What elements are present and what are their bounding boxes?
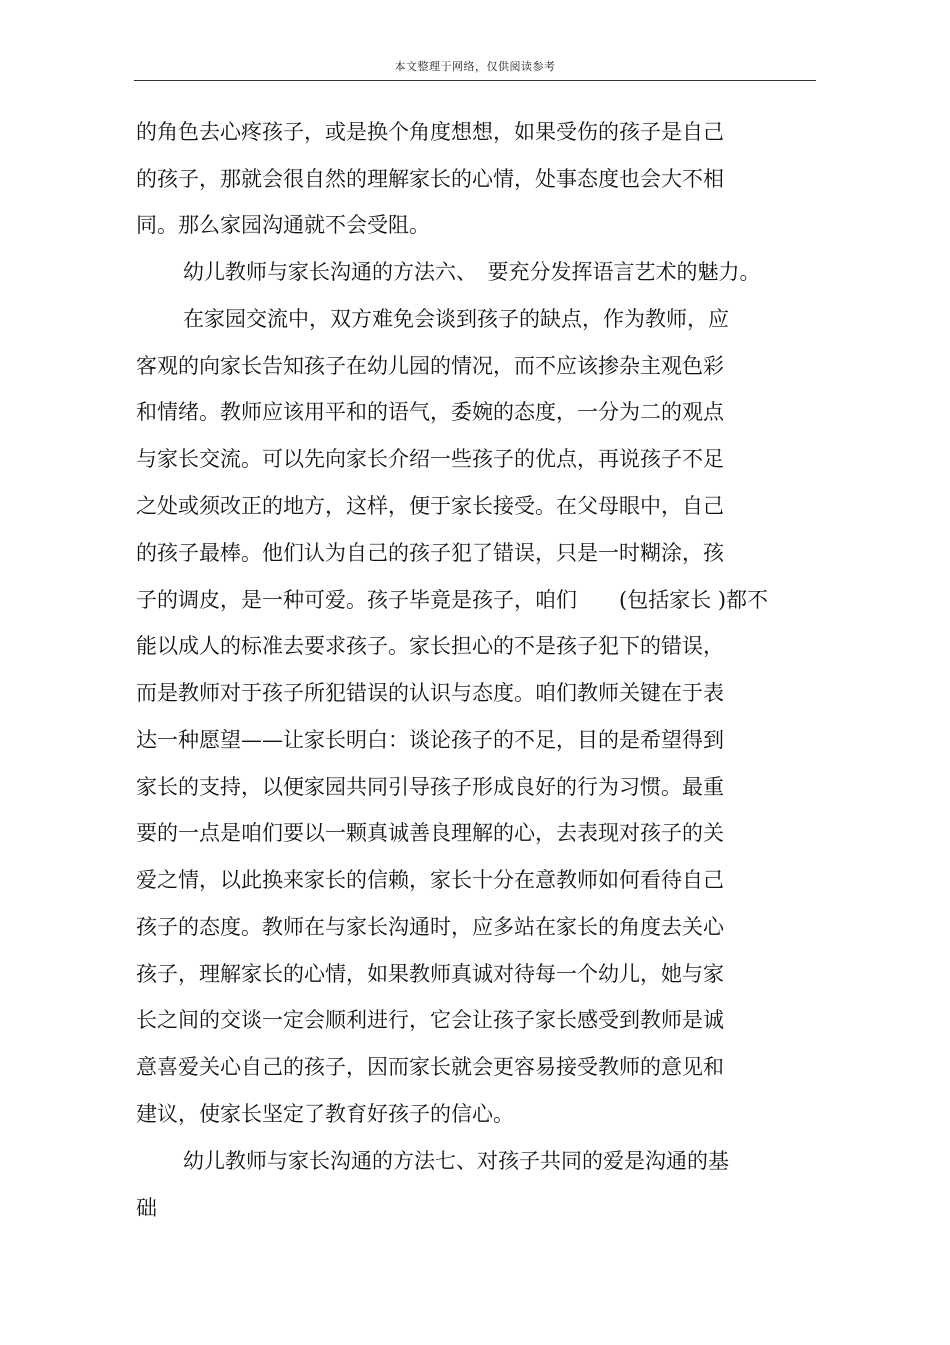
page-header: 本文整理于网络，仅供阅读参考	[394, 60, 556, 73]
text-line: 和情绪。教师应该用平和的语气，委婉的态度，一分为二的观点	[136, 400, 724, 424]
text-line: 在家园交流中，双方难免会谈到孩子的缺点，作为教师，应	[183, 307, 729, 331]
text-line: 孩子，理解家长的心情，如果教师真诚对待每一个幼儿，她与家	[136, 962, 724, 986]
text-line: 同。那么家园沟通就不会受阻。	[136, 213, 430, 237]
header-divider	[134, 80, 816, 81]
section-heading: 幼儿教师与家长沟通的方法六、 要充分发挥语言艺术的魅力。	[183, 260, 761, 284]
text-line: 础	[136, 1196, 157, 1220]
text-line: 家长的支持，以便家园共同引导孩子形成良好的行为习惯。最重	[136, 775, 724, 799]
section-heading: 幼儿教师与家长沟通的方法七、对孩子共同的爱是沟通的基	[183, 1149, 729, 1173]
text-line: 达一种愿望——让家长明白：谈论孩子的不足，目的是希望得到	[136, 728, 724, 752]
text-line: 与家长交流。可以先向家长介绍一些孩子的优点，再说孩子不足	[136, 447, 724, 471]
text-line: 要的一点是咱们要以一颗真诚善良理解的心，去表现对孩子的关	[136, 821, 724, 845]
text-line: 的角色去心疼孩子，或是换个角度想想，如果受伤的孩子是自己	[136, 120, 724, 144]
text-line: 孩子的态度。教师在与家长沟通时，应多站在家长的角度去关心	[136, 915, 724, 939]
text-line: 建议，使家长坚定了教育好孩子的信心。	[136, 1102, 514, 1126]
text-line: 能以成人的标准去要求孩子。家长担心的不是孩子犯下的错误，	[136, 634, 724, 658]
text-line: 客观的向家长告知孩子在幼儿园的情况，而不应该掺杂主观色彩	[136, 354, 724, 378]
text-line: 爱之情，以此换来家长的信赖，家长十分在意教师如何看待自己	[136, 868, 724, 892]
text-line: 的孩子，那就会很自然的理解家长的心情，处事态度也会大不相	[136, 167, 724, 191]
text-line: 长之间的交谈一定会顺利进行，它会让孩子家长感受到教师是诚	[136, 1008, 724, 1032]
text-line: 而是教师对于孩子所犯错误的认识与态度。咱们教师关键在于表	[136, 681, 724, 705]
text-line: 的孩子最棒。他们认为自己的孩子犯了错误，只是一时糊涂，孩	[136, 541, 724, 565]
text-line: 子的调皮，是一种可爱。孩子毕竟是孩子，咱们 (包括家长 )都不	[136, 588, 769, 612]
text-line: 意喜爱关心自己的孩子，因而家长就会更容易接受教师的意见和	[136, 1055, 724, 1079]
text-line: 之处或须改正的地方，这样，便于家长接受。在父母眼中，自己	[136, 494, 724, 518]
